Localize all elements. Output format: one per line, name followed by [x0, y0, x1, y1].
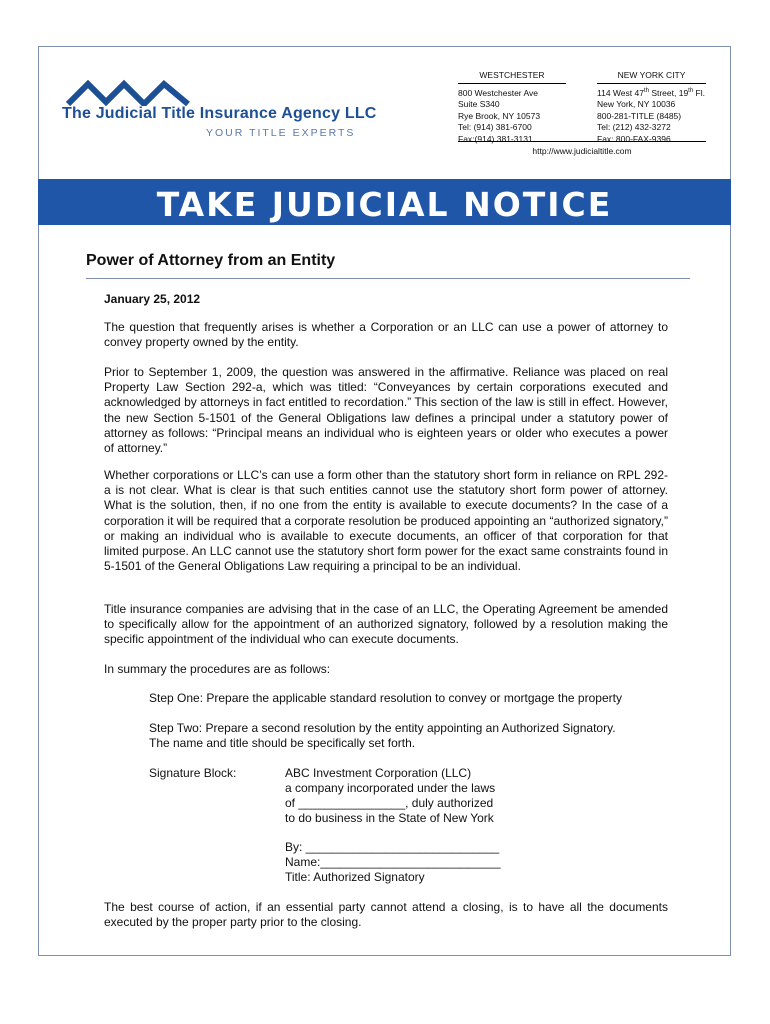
paragraph: Prior to September 1, 2009, the question was answered in the affirmative. Reliance was placed on real Property Law Section 292-a, which was titled: “Conveyances by certain corporations executed and acknowledged by attorneys in fact entitled to recordation.” This section of the law is still in effect. However, the new Section 5-1501 of the General Obligations law defines a principal under a statutory power of attorney as follows: “Principal means an individual who is eighteen years or older who executes a power of attorney.”: [104, 365, 668, 456]
article-title: Power of Attorney from an Entity: [86, 252, 336, 269]
notice-banner: [38, 179, 731, 225]
office-line: New York, NY 10036: [597, 99, 676, 109]
summary-intro: In summary the procedures are as follows:: [104, 662, 331, 676]
office-address: 114 West 47th Street, 19th Fl.: [597, 87, 705, 98]
by-line: By: _____________________________: [285, 840, 500, 854]
office-heading: NEW YORK CITY: [597, 70, 706, 84]
header-divider: [458, 141, 706, 142]
paragraph: Title insurance companies are advising that in the case of an LLC, the Operating Agreement be amended to specifically allow for the appointment of an authorized signatory, followed by a resolution making the specific appointment of the individual who can execute documents.: [104, 602, 668, 647]
title-line: Title: Authorized Signatory: [285, 870, 425, 884]
office-line: Tel: (914) 381-6700: [458, 122, 532, 132]
signature-line: to do business in the State of New York: [285, 811, 494, 825]
office-line: 800 Westchester Ave: [458, 87, 539, 98]
office-line: Tel: (212) 432-3272: [597, 122, 671, 132]
paragraph: Whether corporations or LLC’s can use a form other than the statutory short form in reliance on RPL 292-a is not clear. What is clear is that such entities cannot use the statutory short form power of attorney. What is the solution, then, if no one from the entity is available to execute documents? In the case of a corporation it will be required that a corporate resolution be produced appointing an “authorized signatory,” or making an individual who is available to execute documents, an officer of that corporation for that limited purpose. An LLC cannot use the statutory short form power for the exact same constraints found in 5-1501 of the General Obligations Law requiring a principal to be an individual.: [104, 468, 668, 574]
office-line: 800-281-TITLE (8485): [597, 110, 682, 121]
westchester-office: [458, 70, 566, 145]
signature-line: ABC Investment Corporation (LLC): [285, 766, 472, 780]
office-heading: WESTCHESTER: [458, 70, 566, 84]
step-two: Step Two: Prepare a second resolution by the entity appointing an Authorized Signatory.: [149, 721, 616, 735]
closing-paragraph: The best course of action, if an essential party cannot attend a closing, is to have all the documents executed by the proper party prior to the closing.: [104, 900, 668, 930]
title-divider: [86, 278, 690, 279]
name-line: Name:___________________________: [285, 855, 501, 869]
paragraph: The question that frequently arises is whether a Corporation or an LLC can use a power of attorney to convey property owned by the entity.: [104, 320, 668, 350]
article-date: January 25, 2012: [104, 292, 201, 306]
company-tagline: YOUR TITLE EXPERTS: [206, 127, 356, 139]
company-logo: [62, 78, 377, 140]
office-line: Rye Brook, NY 10573: [458, 110, 541, 121]
step-one: Step One: Prepare the applicable standard resolution to convey or mortgage the property: [149, 691, 622, 705]
office-line: Suite S340: [458, 99, 500, 109]
step-two-detail: The name and title should be specifically set forth.: [149, 736, 416, 750]
new-york-office: [597, 70, 706, 145]
office-line: Fax: 800-FAX-9396: [597, 133, 671, 144]
banner-title: TAKE JUDICIAL NOTICE: [156, 185, 613, 224]
signature-line: a company incorporated under the laws: [285, 781, 496, 795]
website-link[interactable]: http://www.judicialtitle.com: [532, 146, 632, 156]
rooftops-icon: [66, 78, 196, 106]
office-line: Fax:(914) 381-3131: [458, 133, 533, 144]
signature-line: of ________________, duly authorized: [285, 796, 494, 810]
company-name: The Judicial Title Insurance Agency LLC: [62, 105, 377, 122]
signature-label: Signature Block:: [149, 766, 237, 780]
